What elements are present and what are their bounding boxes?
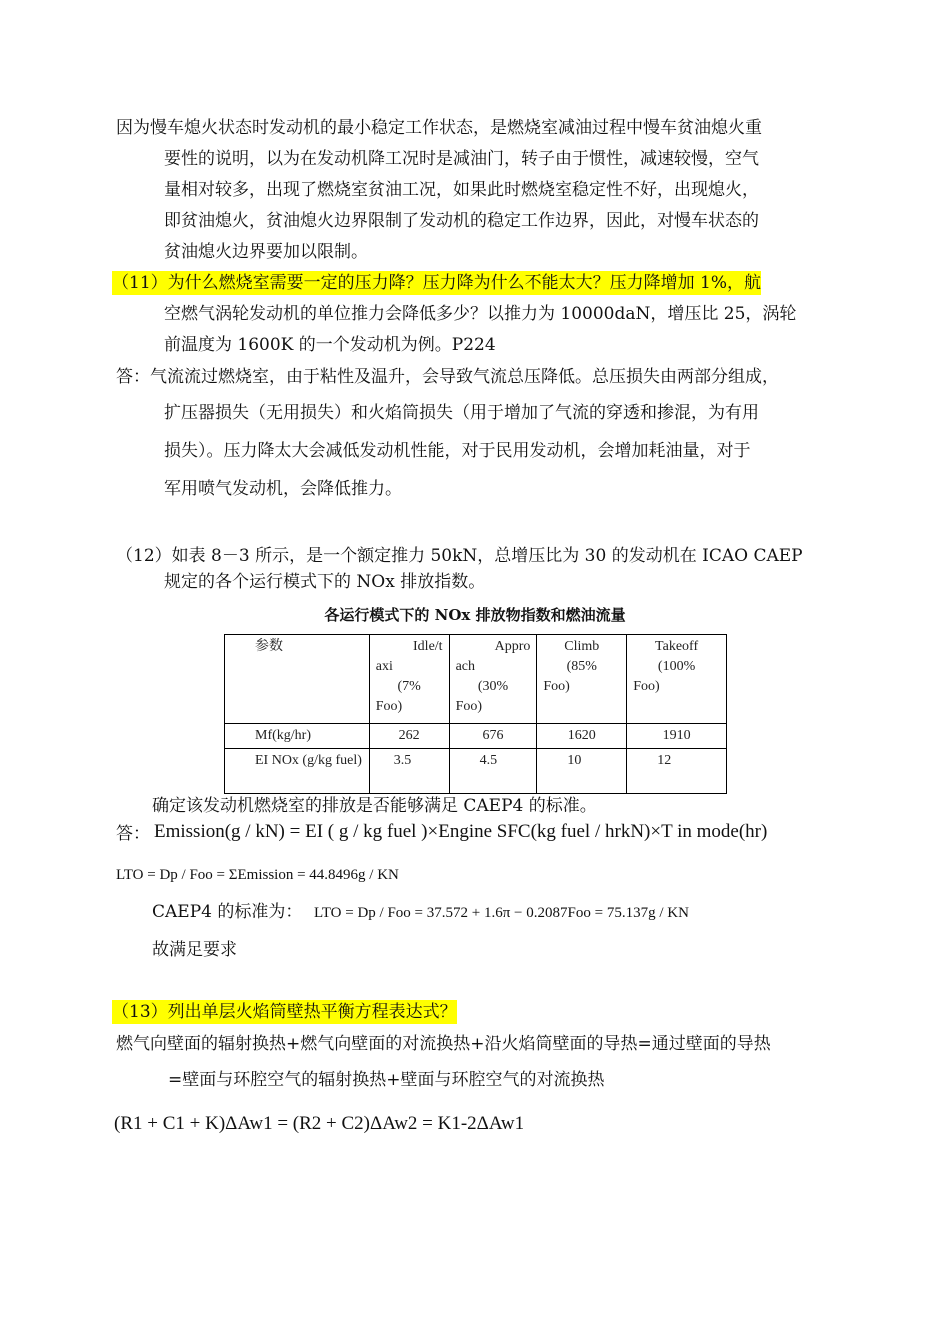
equation-heat-balance: (R1 + C1 + K)ΔAw1 = (R2 + C2)ΔAw2 = K1-2ΔAw1 bbox=[114, 1113, 525, 1134]
header-approach-l1: Appro bbox=[494, 639, 531, 654]
header-climb bbox=[537, 635, 627, 724]
table-cell: 10 bbox=[537, 749, 627, 794]
header-takeoff-l1: Takeoff bbox=[655, 639, 699, 654]
equation-caep4: LTO = Dp / Foo = 37.572 + 1.6π − 0.2087Foo = 75.137g / KN bbox=[314, 905, 689, 921]
a13-line-1: 燃气向壁面的辐射换热+燃气向壁面的对流换热+沿火焰筒壁面的导热=通过壁面的导热 bbox=[116, 1034, 771, 1054]
table-cell: 676 bbox=[449, 724, 537, 749]
header-idle-l4: Foo) bbox=[375, 699, 403, 714]
q12-line-1: （12）如表 8－3 所示，是一个额定推力 50kN，总增压比为 30 的发动机在 ICAO CAEP bbox=[116, 546, 803, 566]
header-idle-l3: (7% bbox=[397, 679, 421, 694]
header-idle-l2: axi bbox=[375, 659, 393, 674]
table-cell: 262 bbox=[369, 724, 449, 749]
p1-line-2: 要性的说明，以为在发动机降工况时是减油门，转子由于惯性，减速较慢，空气 bbox=[164, 149, 759, 169]
a13-line-2: =壁面与环腔空气的辐射换热+壁面与环腔空气的对流换热 bbox=[168, 1070, 605, 1090]
header-approach bbox=[449, 635, 537, 724]
a11-line-3: 损失）。压力降太大会减低发动机性能，对于民用发动机，会增加耗油量，对于 bbox=[164, 441, 751, 461]
q13: （13）列出单层火焰筒壁热平衡方程表达式？ bbox=[112, 1002, 457, 1022]
a12-prefix: 答： bbox=[116, 824, 150, 844]
table-cell: 3.5 bbox=[369, 749, 449, 794]
header-climb-l1: Climb bbox=[564, 639, 600, 654]
header-idle-l1: Idle/t bbox=[413, 639, 443, 654]
q12-line-2: 规定的各个运行模式下的 NOx 排放指数。 bbox=[164, 572, 486, 592]
header-takeoff bbox=[627, 635, 727, 724]
header-param: 参数 bbox=[225, 635, 370, 724]
q11-line-1: （11）为什么燃烧室需要一定的压力降？压力降为什么不能太大？压力降增加 1%，航 bbox=[112, 273, 762, 293]
q11-line-3: 前温度为 1600K 的一个发动机为例。P224 bbox=[164, 335, 496, 355]
table-row bbox=[225, 749, 727, 794]
table-cell: 1910 bbox=[627, 724, 727, 749]
header-climb-l3: Foo) bbox=[543, 679, 570, 694]
a11-line-2: 扩压器损失（无用损失）和火焰筒损失（用于增加了气流的穿透和掺混，为有用 bbox=[164, 403, 759, 423]
header-takeoff-l3: Foo) bbox=[633, 679, 660, 694]
table-header-row bbox=[225, 635, 727, 724]
p1-line-3: 量相对较多，出现了燃烧室贫油工况，如果此时燃烧室稳定性不好，出现熄火， bbox=[164, 180, 759, 200]
header-approach-l4: Foo) bbox=[455, 699, 483, 714]
header-idle bbox=[369, 635, 449, 724]
equation-lto: LTO = Dp / Foo = ΣEmission = 44.8496g / KN bbox=[116, 867, 399, 883]
header-approach-l2: ach bbox=[455, 659, 475, 674]
header-approach-l3: (30% bbox=[477, 679, 509, 694]
header-takeoff-l2: (100% bbox=[657, 659, 696, 674]
emission-table bbox=[224, 634, 727, 794]
header-climb-l2: (85% bbox=[566, 659, 597, 674]
row-label: EI NOx (g/kg fuel) bbox=[225, 749, 370, 794]
table-row bbox=[225, 724, 727, 749]
row-label: Mf(kg/hr) bbox=[225, 724, 370, 749]
table-cell: 4.5 bbox=[449, 749, 537, 794]
conclusion: 故满足要求 bbox=[152, 940, 237, 960]
q12-task: 确定该发动机燃烧室的排放是否能够满足 CAEP4 的标准。 bbox=[152, 796, 597, 816]
table-caption: 各运行模式下的 NOx 排放物指数和燃油流量 bbox=[324, 606, 626, 624]
p1-line-4: 即贫油熄火，贫油熄火边界限制了发动机的稳定工作边界，因此，对慢车状态的 bbox=[164, 211, 759, 231]
p1-line-1: 因为慢车熄火状态时发动机的最小稳定工作状态，是燃烧室减油过程中慢车贫油熄火重 bbox=[116, 118, 762, 138]
equation-emission: Emission(g / kN) = EI ( g / kg fuel )×Engine SFC(kg fuel / hrkN)×T in mode(hr) bbox=[154, 821, 768, 842]
table-cell: 12 bbox=[627, 749, 727, 794]
a11-line-4: 军用喷气发动机，会降低推力。 bbox=[164, 479, 402, 499]
q11-line-2: 空燃气涡轮发动机的单位推力会降低多少？以推力为 10000daN，增压比 25，涡轮 bbox=[164, 304, 797, 324]
table-cell: 1620 bbox=[537, 724, 627, 749]
caep4-label: CAEP4 的标准为： bbox=[152, 902, 303, 922]
p1-line-5: 贫油熄火边界要加以限制。 bbox=[164, 242, 368, 262]
a11-line-1: 答：气流流过燃烧室，由于粘性及温升，会导致气流总压降低。总压损失由两部分组成， bbox=[116, 367, 779, 387]
